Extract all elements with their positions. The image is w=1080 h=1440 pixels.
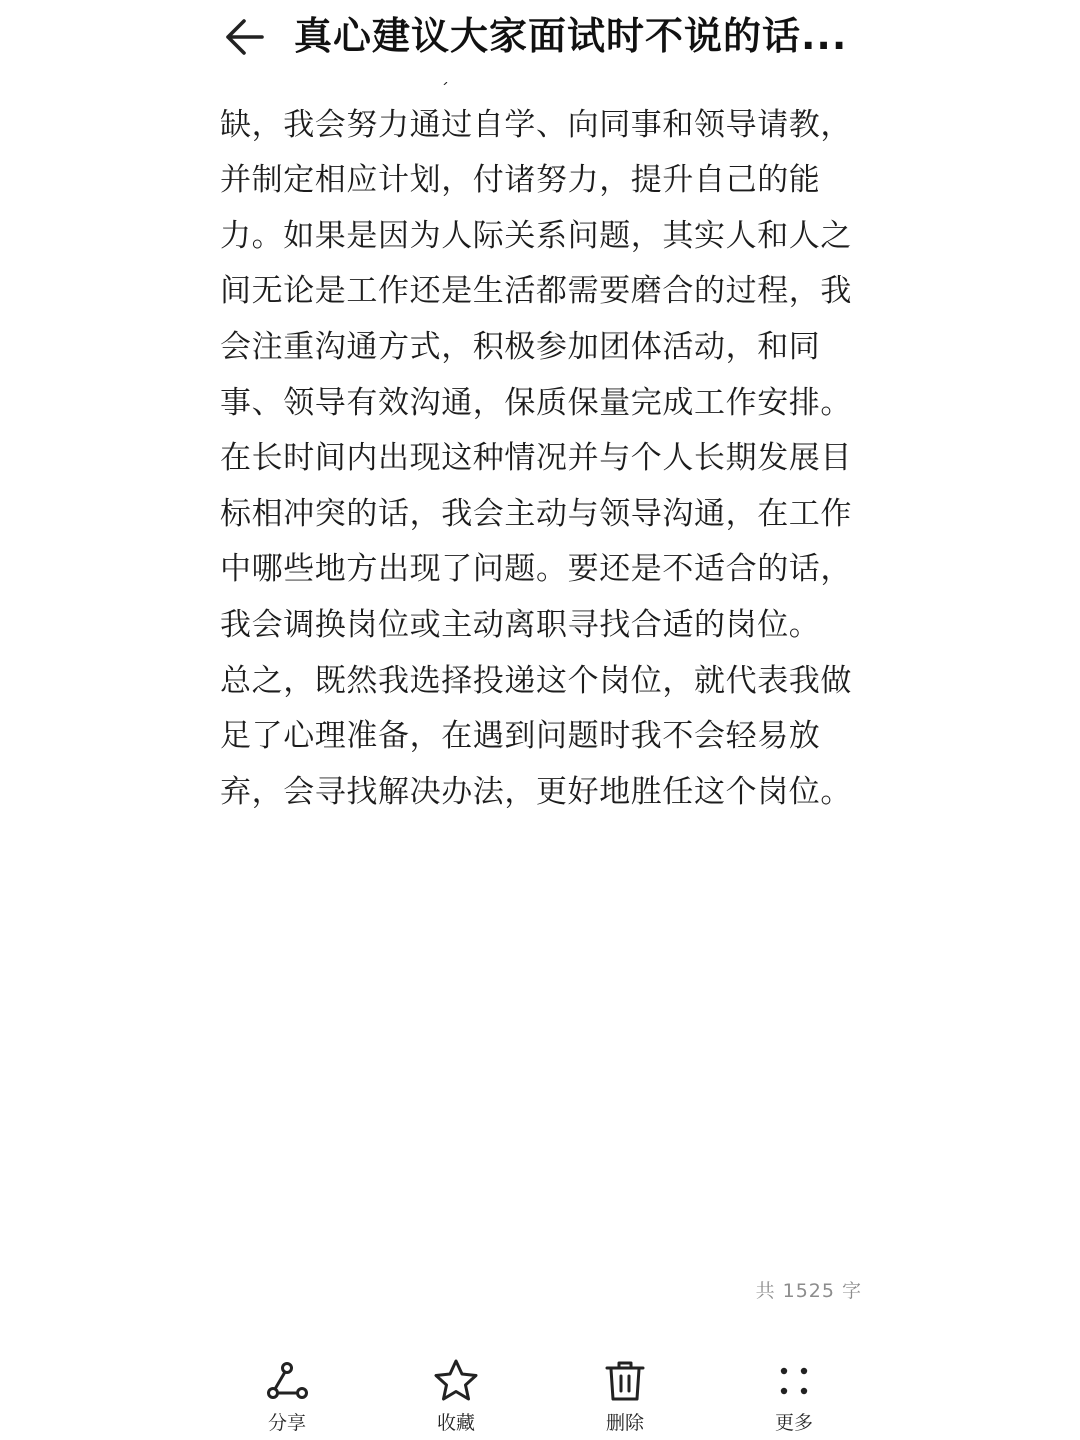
- more-dots-icon: [769, 1356, 819, 1406]
- page-title: 真心建议大家面试时不说的话...: [294, 14, 848, 58]
- delete-button[interactable]: [565, 1350, 685, 1440]
- trash-icon: [600, 1356, 650, 1406]
- favorite-label: 收藏: [436, 1412, 475, 1434]
- share-label: 分享: [267, 1412, 306, 1434]
- bottom-toolbar: [0, 1350, 1080, 1440]
- more-label: 更多: [774, 1412, 813, 1434]
- share-button[interactable]: [227, 1350, 347, 1440]
- word-count: 共 1525 字: [755, 1280, 862, 1302]
- back-button[interactable]: [212, 4, 278, 70]
- more-button[interactable]: [734, 1350, 854, 1440]
- paragraph-1: 缺，我会努力通过自学、向同事和领导请教，并制定相应计划，付诸努力，提升自己的能力。如果是因为人际关系问题，其实人和人之间无论是工作还是生活都需要磨合的过程，我会注重沟通方式，积极参加团体活动，和同事、领导有效沟通，保质保量完成工作安排。: [220, 106, 852, 421]
- star-icon: [431, 1356, 481, 1406]
- favorite-button[interactable]: [396, 1350, 516, 1440]
- paragraph-3: 总之，既然我选择投递这个岗位，就代表我做足了心理准备，在遇到问题时我不会轻易放弃，会寻找解决办法，更好地胜任这个岗位。: [220, 662, 852, 810]
- arrow-left-icon: [220, 12, 270, 62]
- delete-label: 删除: [605, 1412, 644, 1434]
- top-bar: [0, 0, 1080, 82]
- note-text: [220, 70, 860, 820]
- paragraph-2: 在长时间内出现这种情况并与个人长期发展目标相冲突的话，我会主动与领导沟通，在工作中哪些地方出现了问题。要还是不适合的话，我会调换岗位或主动离职寻找合适的岗位。: [220, 440, 852, 643]
- share-icon: [262, 1356, 312, 1406]
- note-content[interactable]: [220, 64, 860, 1024]
